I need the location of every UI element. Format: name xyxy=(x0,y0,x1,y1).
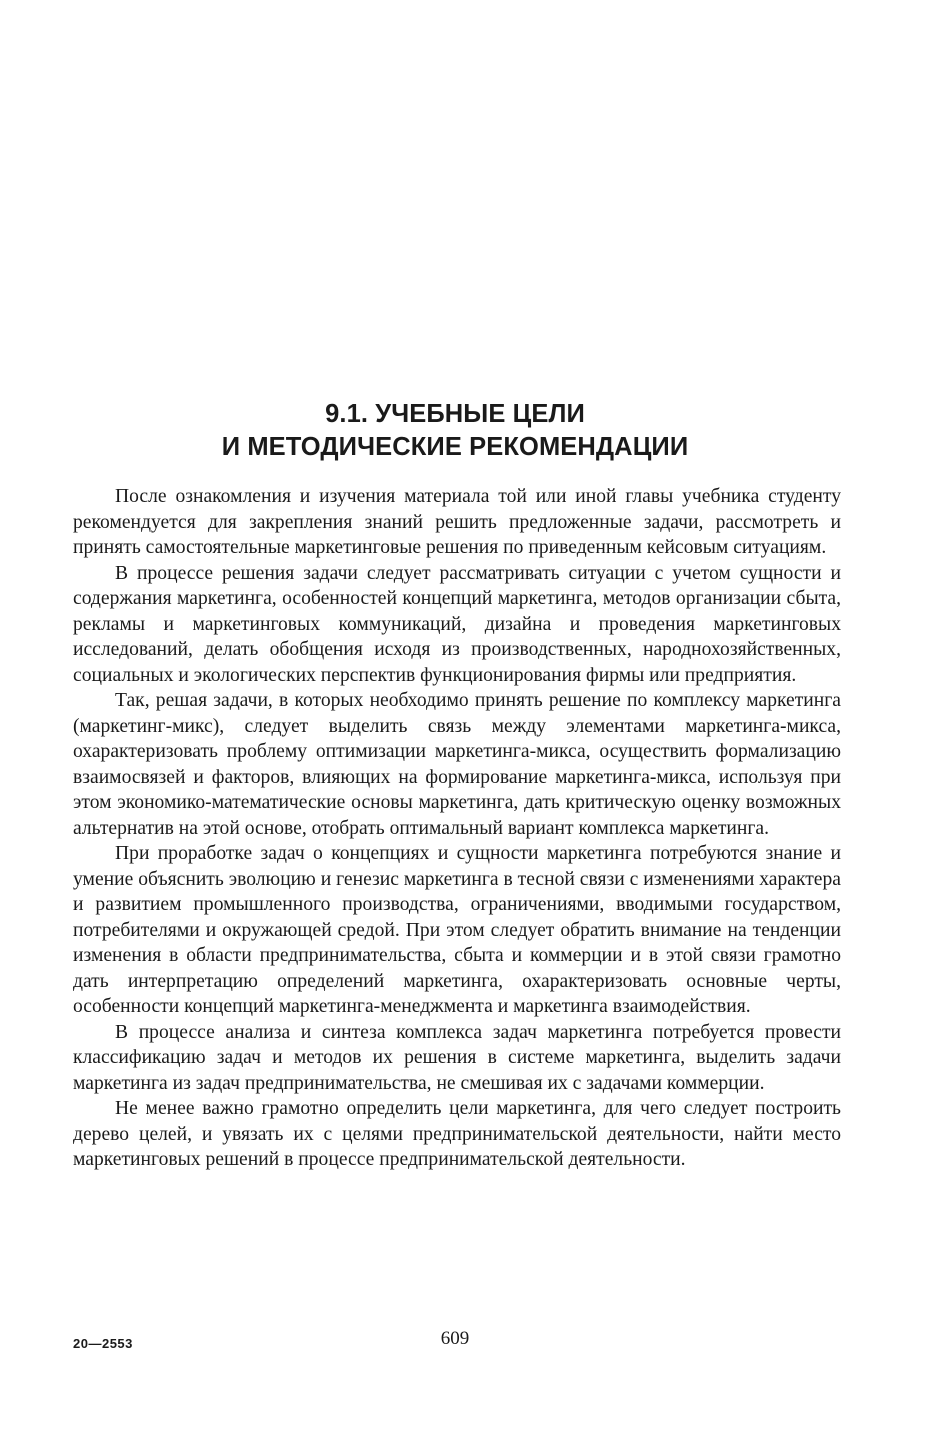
page-number: 609 xyxy=(440,1328,470,1349)
section-heading xyxy=(70,398,840,464)
section-heading-line-2: И МЕТОДИЧЕСКИЕ РЕКОМЕНДАЦИИ xyxy=(221,433,689,461)
print-signature-code: 20—2553 xyxy=(73,1336,133,1351)
paragraph-1: После ознакомления и изучения материала той или иной главы учебника студенту рекомендуется для закрепления знаний решить предложенные задачи, рассмотреть и принять самостоятельные маркетинговые решения по приведенным кейсовым ситуациям. xyxy=(73,486,841,558)
paragraph-4: При проработке задач о концепциях и сущности маркетинга потребуются знание и умение объяснить эволюцию и генезис маркетинга в тесной связи с изменениями характера и развитием промышленного производства, ограничениями, вводимыми государством, потребителями и окружающей средой. При этом следует обратить внимание на тенденции изменения в области предпринимательства, сбыта и коммерции и в этой связи грамотно дать интерпретацию определений маркетинга, охарактеризовать основные черты, особенности концепций маркетинга-менеджмента и маркетинга взаимодействия. xyxy=(73,843,841,1017)
paragraph-3: Так, решая задачи, в которых необходимо принять решение по комплексу маркетинга (маркетинг-микс), следует выделить связь между элементами маркетинга-микса, охарактеризовать проблему оптимизации маркетинга-микса, осуществить формализацию взаимосвязей и факторов, влияющих на формирование маркетинга-микса, используя при этом экономико-математические основы маркетинга, дать критическую оценку возможных альтернатив на этой основе, отобрать оптимальный вариант комплекса маркетинга. xyxy=(73,690,841,839)
paragraph-5: В процессе анализа и синтеза комплекса задач маркетинга потребуется провести классификацию задач и методов их решения в системе маркетинга, выделить задачи маркетинга из задач предпринимательства, не смешивая их с задачами коммерции. xyxy=(73,1021,841,1094)
section-heading-line-1: 9.1. УЧЕБНЫЕ ЦЕЛИ xyxy=(325,400,585,428)
paragraph-6: Не менее важно грамотно определить цели маркетинга, для чего следует построить дерево целей, и увязать их с целями предпринимательской деятельности, найти место маркетинговых решений в процессе предпринимательской деятельности. xyxy=(73,1098,841,1170)
body-text xyxy=(73,484,841,1173)
paragraph-2: В процессе решения задачи следует рассматривать ситуации с учетом сущности и содержания маркетинга, особенностей концепций маркетинга, методов организации сбыта, рекламы и маркетинговых коммуникаций, дизайна и проведения маркетинговых исследований, делать обобщения исходя из производственных, народнохозяйственных, социальных и экологических перспектив функционирования фирмы или предприятия. xyxy=(73,562,841,686)
